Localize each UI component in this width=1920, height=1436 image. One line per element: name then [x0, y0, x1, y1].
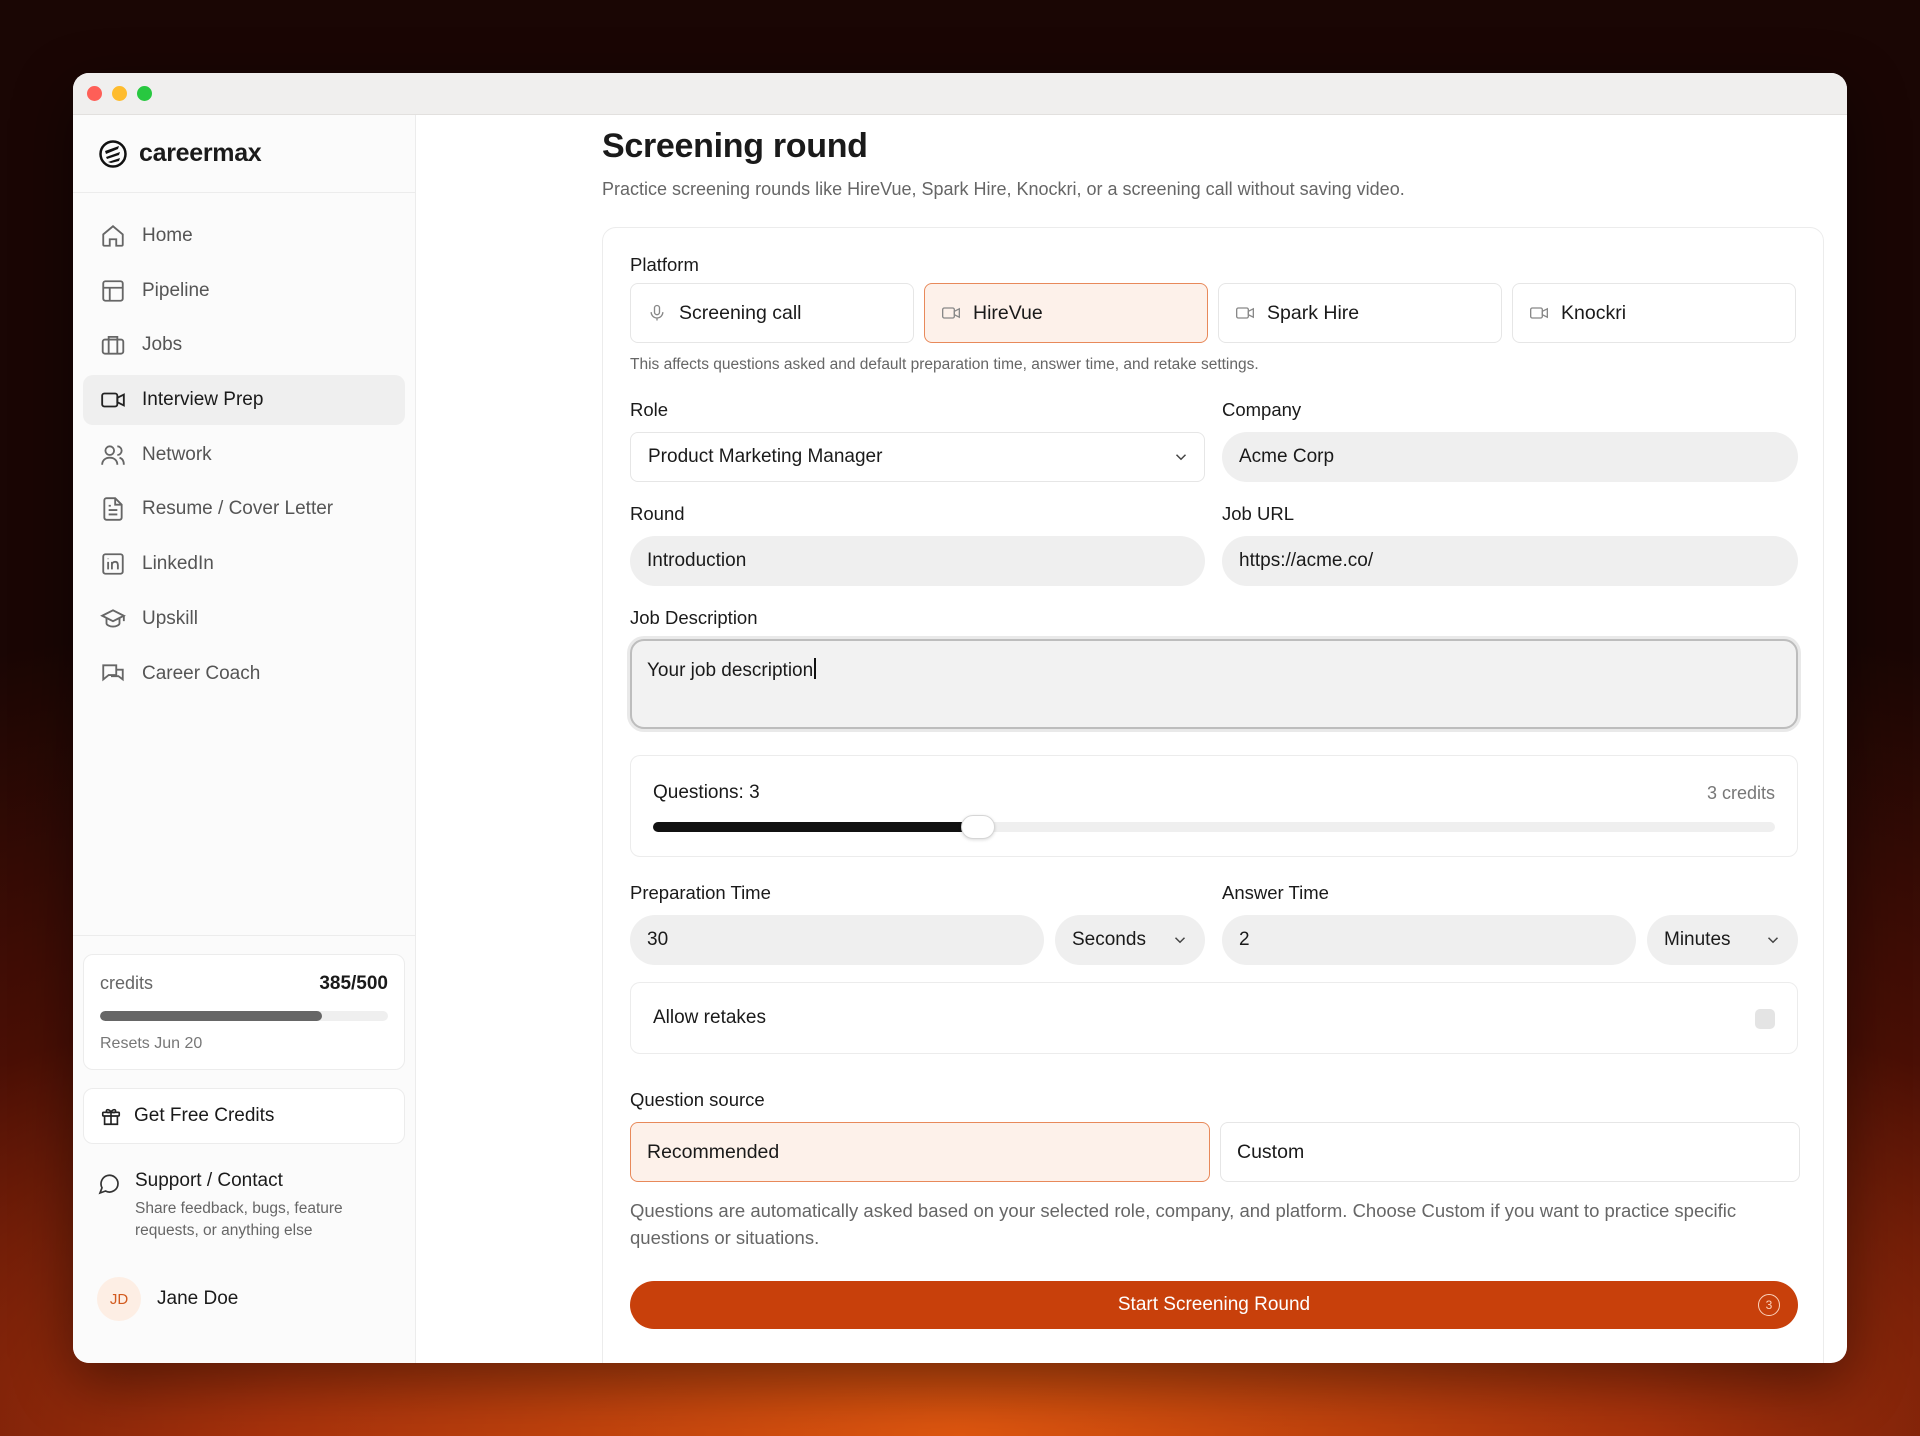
video-icon: [1235, 303, 1255, 323]
allow-retakes-checkbox[interactable]: [1755, 1009, 1775, 1029]
answer-time-unit-select[interactable]: [1647, 915, 1798, 965]
credits-card: [83, 954, 405, 1070]
title-bar: [73, 73, 1847, 115]
question-source-recommended[interactable]: Recommended: [630, 1122, 1210, 1182]
document-icon: [100, 496, 126, 522]
platform-option-label: Spark Hire: [1267, 301, 1360, 324]
sidebar-item-label: Upskill: [142, 607, 198, 629]
answer-time-label: Answer Time: [1222, 882, 1329, 903]
start-button-label: Start Screening Round: [1117, 1294, 1311, 1315]
get-free-credits-button[interactable]: [83, 1088, 405, 1144]
platform-option-label: Knockri: [1561, 301, 1627, 324]
page-title: Screening round: [602, 127, 868, 165]
answer-time-unit: Minutes: [1664, 929, 1731, 950]
platform-option-spark-hire[interactable]: [1218, 283, 1502, 343]
sidebar-item-jobs[interactable]: [83, 320, 405, 370]
sidebar-item-interview-prep[interactable]: [83, 375, 405, 425]
credits-reset-date: Resets Jun 20: [100, 1035, 203, 1052]
briefcase-icon: [100, 332, 126, 358]
preparation-time-label: Preparation Time: [630, 882, 771, 903]
platform-option-hirevue[interactable]: [924, 283, 1208, 343]
sidebar-item-pipeline[interactable]: [83, 266, 405, 316]
sidebar-item-linkedin[interactable]: [83, 539, 405, 589]
chevron-down-icon: [1172, 448, 1190, 466]
answer-time-input[interactable]: 2: [1222, 915, 1636, 965]
credits-value: 385/500: [319, 973, 388, 994]
sidebar-item-label: Interview Prep: [142, 389, 264, 411]
sidebar-item-label: Resume / Cover Letter: [142, 498, 334, 520]
message-circle-icon: [97, 1172, 121, 1196]
job-description-label: Job Description: [630, 607, 758, 628]
questions-slider-thumb[interactable]: [961, 815, 995, 839]
credits-progress-bar: [100, 1011, 388, 1021]
sidebar-footer: [73, 935, 415, 1321]
job-description-textarea[interactable]: [630, 639, 1798, 729]
role-label: Role: [630, 399, 669, 420]
platform-option-screening-call[interactable]: [630, 283, 914, 343]
user-profile[interactable]: [83, 1241, 405, 1321]
questions-credits: 3 credits: [1706, 783, 1775, 803]
question-source-options: [630, 1122, 1800, 1182]
support-description: Share feedback, bugs, feature requests, or anything else: [135, 1200, 343, 1239]
chevron-down-icon: [1764, 931, 1782, 949]
sidebar-item-upskill[interactable]: [83, 594, 405, 644]
logo[interactable]: [73, 115, 415, 193]
microphone-icon: [647, 303, 667, 323]
job-description-value: Your job description: [647, 660, 814, 681]
get-free-credits-label: Get Free Credits: [134, 1105, 275, 1126]
video-icon: [100, 387, 126, 413]
sidebar-item-label: Pipeline: [142, 279, 210, 301]
questions-slider-fill: [653, 822, 978, 832]
layout-icon: [100, 278, 126, 304]
platform-hint: This affects questions asked and default preparation time, answer time, and retake settings.: [630, 356, 1259, 373]
video-icon: [941, 303, 961, 323]
sidebar-item-label: Jobs: [142, 334, 183, 356]
users-icon: [100, 442, 126, 468]
screening-form: [602, 227, 1824, 1363]
credits-progress-fill: [100, 1011, 322, 1021]
start-screening-round-button[interactable]: [630, 1281, 1798, 1329]
sidebar-item-home[interactable]: [83, 211, 405, 261]
questions-slider-track[interactable]: [653, 822, 1775, 832]
credits-label: credits: [100, 973, 154, 993]
support-title: Support / Contact: [135, 1170, 283, 1191]
preparation-time-unit-select[interactable]: [1055, 915, 1205, 965]
platform-option-label: HireVue: [973, 301, 1043, 324]
gift-icon: [100, 1105, 122, 1127]
home-icon: [100, 223, 126, 249]
support-contact-link[interactable]: [83, 1144, 405, 1241]
chevron-down-icon: [1171, 931, 1189, 949]
app-window: [73, 73, 1847, 1363]
round-input[interactable]: Introduction: [630, 536, 1205, 586]
sidebar-nav: [73, 193, 415, 699]
text-caret: [814, 658, 816, 679]
sidebar: [73, 115, 416, 1363]
platform-option-label: Screening call: [679, 301, 802, 324]
questions-slider-card: [630, 755, 1798, 857]
sidebar-item-label: Network: [142, 443, 212, 465]
preparation-time-input[interactable]: 30: [630, 915, 1044, 965]
role-value: Product Marketing Manager: [648, 446, 883, 467]
allow-retakes-row[interactable]: [630, 982, 1798, 1054]
job-url-input[interactable]: https://acme.co/: [1222, 536, 1798, 586]
chat-icon: [100, 661, 126, 687]
avatar: JD: [97, 1277, 141, 1321]
question-source-hint: Questions are automatically asked based on your selected role, company, and platform. Choose Custom if you want to practice specific questions or situations.: [630, 1200, 1737, 1248]
platform-option-knockri[interactable]: [1512, 283, 1796, 343]
question-source-custom[interactable]: Custom: [1220, 1122, 1800, 1182]
user-name: Jane Doe: [157, 1288, 239, 1310]
linkedin-icon: [100, 551, 126, 577]
allow-retakes-label: Allow retakes: [653, 1007, 766, 1028]
platform-options: [630, 283, 1796, 343]
company-input[interactable]: Acme Corp: [1222, 432, 1798, 482]
sidebar-item-label: Home: [142, 225, 193, 246]
sidebar-item-label: LinkedIn: [142, 553, 214, 575]
company-label: Company: [1222, 399, 1302, 420]
main-content: [417, 115, 1847, 1363]
sidebar-item-network[interactable]: [83, 430, 405, 480]
maximize-window-button[interactable]: [137, 86, 152, 101]
video-icon: [1529, 303, 1549, 323]
questions-count-label: Questions: 3: [653, 782, 760, 803]
graduation-cap-icon: [100, 606, 126, 632]
brand-name: careermax: [139, 139, 262, 167]
sidebar-item-label: Career Coach: [142, 662, 261, 684]
minimize-window-button[interactable]: [112, 86, 127, 101]
start-credit-count-badge: 3: [1758, 1294, 1780, 1316]
sidebar-item-resume[interactable]: [83, 484, 405, 534]
role-select[interactable]: [630, 432, 1205, 482]
round-label: Round: [630, 503, 685, 524]
sidebar-item-career-coach[interactable]: [83, 649, 405, 699]
question-source-label: Question source: [630, 1089, 765, 1110]
page-subtitle: Practice screening rounds like HireVue, Spark Hire, Knockri, or a screening call without saving video.: [602, 179, 1405, 199]
careermax-logo-icon: [99, 140, 127, 168]
platform-label: Platform: [630, 254, 699, 275]
preparation-time-unit: Seconds: [1072, 929, 1146, 950]
job-url-label: Job URL: [1222, 503, 1294, 524]
close-window-button[interactable]: [87, 86, 102, 101]
